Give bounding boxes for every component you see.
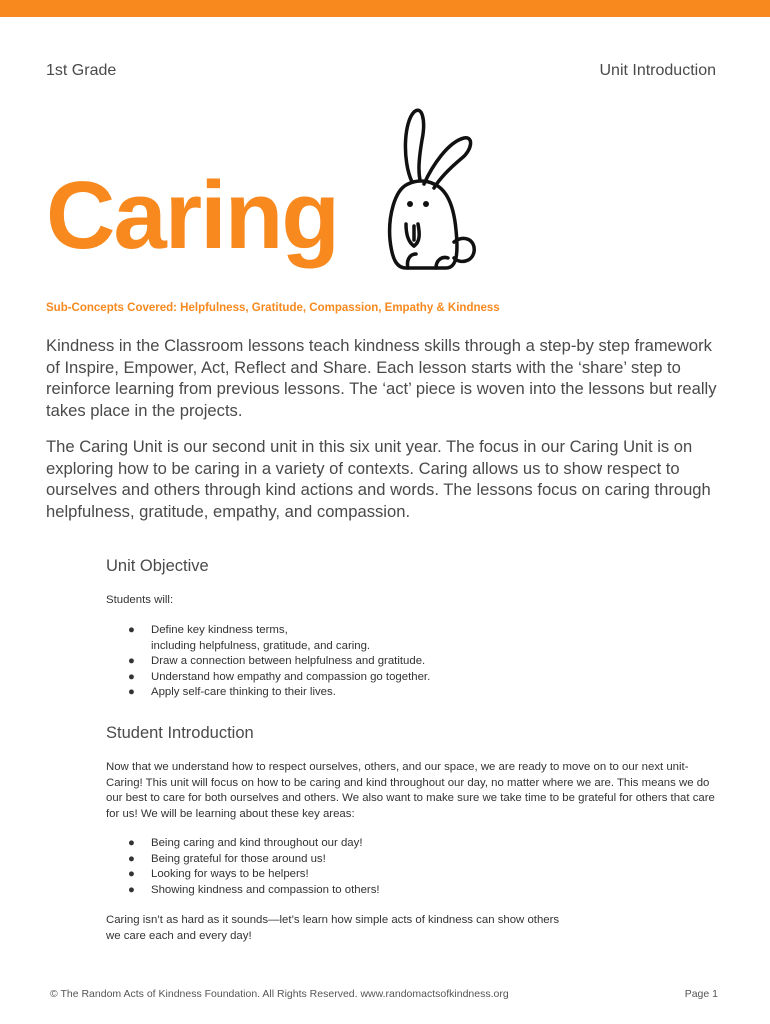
bullet-icon: ●	[128, 868, 135, 880]
list-item: ● Apply self-care thinking to their lives.	[106, 685, 430, 701]
bullet-icon: ●	[128, 655, 135, 667]
list-item: ● Looking for ways to be helpers!	[106, 867, 380, 883]
student-intro-body: Now that we understand how to respect ourselves, others, and our space, we are ready to move on to our next unit- Caring! This unit will focus on how to be caring and kind throughout our day, no matter where we are. This means we do our best to care for both ourselves and others. We also want to make sure we take time to be grateful for others that care for us! We will be learning about these key areas:	[106, 761, 715, 820]
bullet-icon: ●	[128, 686, 135, 698]
list-item: ● Define key kindness terms,	[106, 623, 430, 639]
list-item: ● Being caring and kind throughout our day!	[106, 836, 380, 852]
bullet-icon: ●	[128, 852, 135, 865]
bunny-icon	[372, 100, 482, 280]
sub-concepts-line: Sub-Concepts Covered: Helpfulness, Gratitude, Compassion, Empathy & Kindness	[46, 302, 500, 314]
bullet-icon: ●	[128, 837, 135, 849]
list-item-continuation: including helpfulness, gratitude, and caring.	[151, 639, 371, 652]
objective-list	[106, 623, 430, 701]
doc-type-label: Unit Introduction	[599, 62, 716, 79]
unit-objective-heading: Unit Objective	[106, 557, 209, 575]
intro-paragraph-2: The Caring Unit is our second unit in this six unit year. The focus in our Caring Unit is on exploring how to be caring in a variety of contexts. Caring allows us to show respect to ourselves and others through kind actions and words. The lessons focus on caring through helpfulness, gratitude, empathy, and compassion.	[46, 437, 711, 521]
list-item: ● Understand how empathy and compassion go together.	[106, 670, 430, 686]
closing-text: Caring isn’t as hard as it sounds—let’s learn how simple acts of kindness can show others we care each and every day!	[106, 914, 560, 942]
footer-copyright: © The Random Acts of Kindness Foundation. All Rights Reserved. www.randomactsofkindness.org	[50, 988, 509, 1000]
list-item: ● Draw a connection between helpfulness and gratitude.	[106, 654, 430, 670]
list-item: ● Being grateful for those around us!	[106, 852, 380, 868]
bullet-icon: ●	[128, 624, 135, 636]
page-number: Page 1	[684, 988, 718, 1000]
top-accent-bar	[0, 0, 770, 17]
intro-paragraph-1: Kindness in the Classroom lessons teach kindness skills through a step-by step framework of Inspire, Empower, Act, Reflect and Share. Each lesson starts with the ‘share’ step to reinforce learning from previous lessons. The ‘act’ piece is woven into the lessons but really takes place in the projects.	[46, 336, 717, 420]
bullet-icon: ●	[128, 670, 135, 683]
grade-label: 1st Grade	[46, 62, 117, 79]
page-title: Caring	[46, 162, 339, 269]
students-will-lead: Students will:	[106, 594, 174, 606]
list-item: ● Showing kindness and compassion to others!	[106, 883, 380, 899]
key-areas-list	[106, 836, 380, 898]
bullet-icon: ●	[128, 883, 135, 896]
student-intro-heading: Student Introduction	[106, 724, 254, 742]
